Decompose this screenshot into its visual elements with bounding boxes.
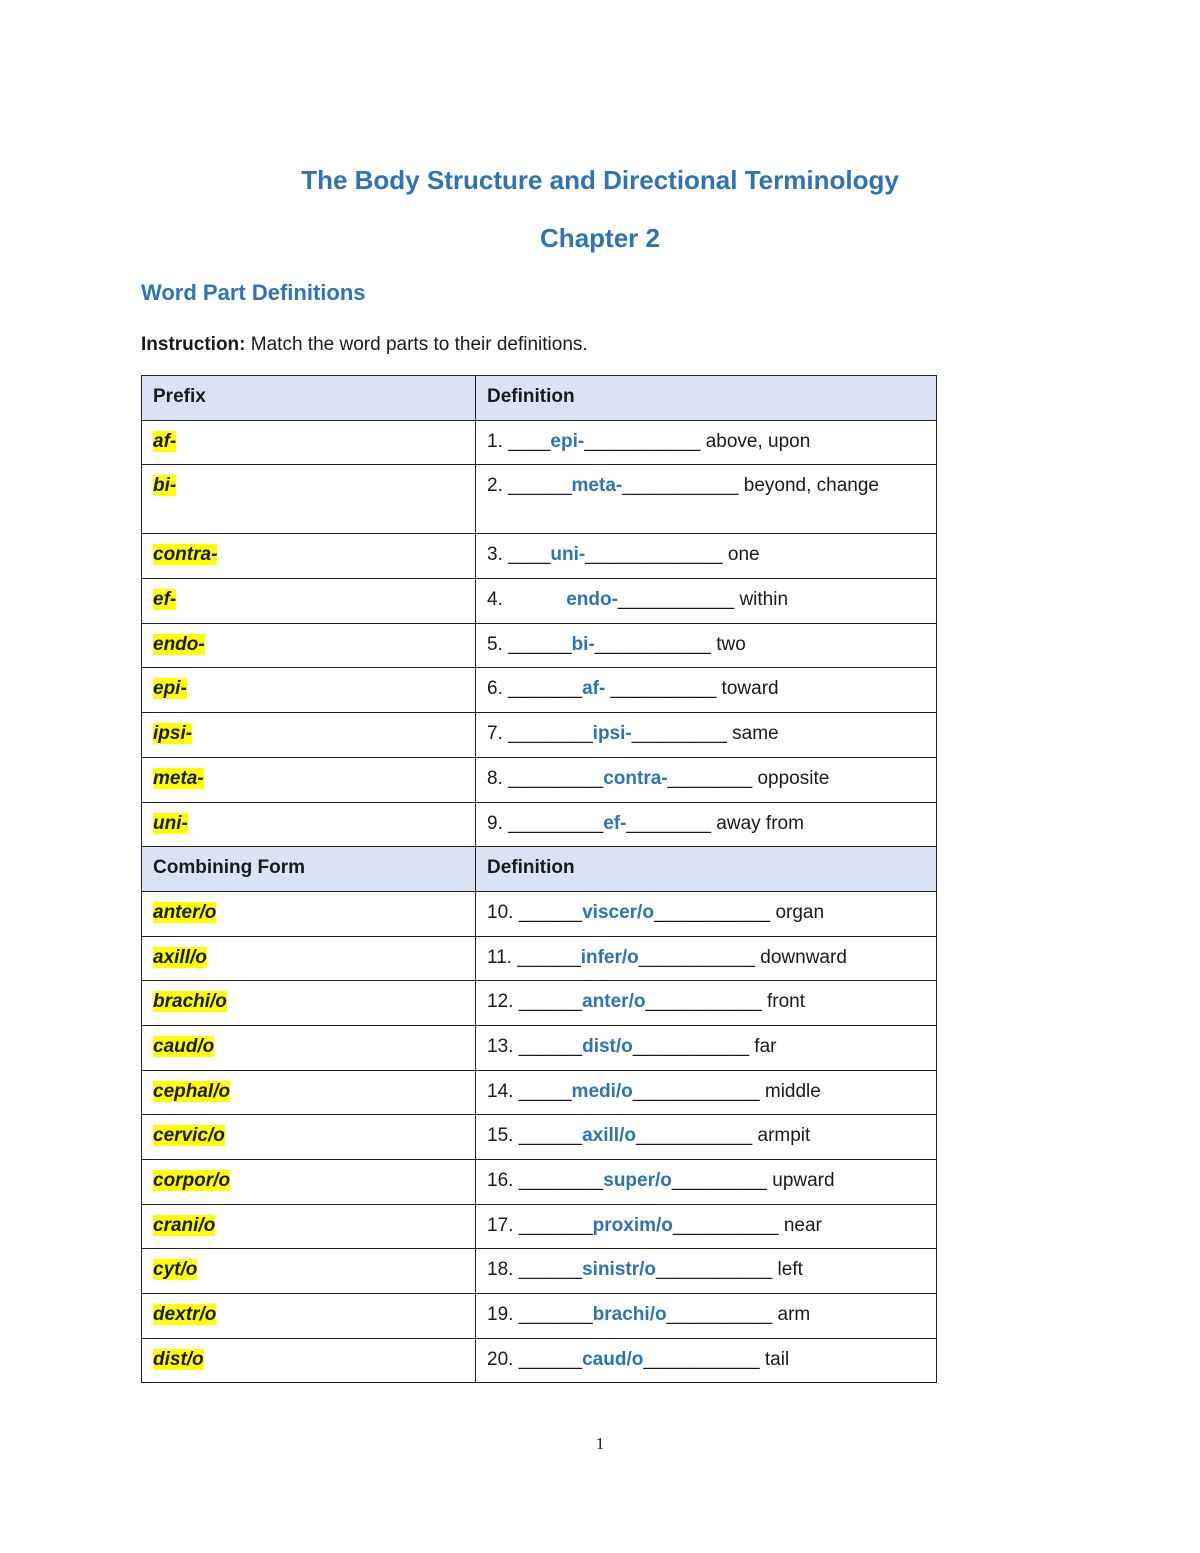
answer-blank-after: __________ [605,678,717,700]
definition-text: same [726,723,779,745]
answer-text: uni- [550,544,586,566]
item-number: 10. [487,901,519,923]
word-part-table-body [142,376,937,1383]
table-row [142,668,937,713]
definition-cell [476,623,937,668]
answer-blank-after: _________ [631,723,727,745]
item-number: 6. [487,678,509,700]
answer-text: axill/o [582,1125,636,1147]
item-number: 3. [487,544,509,566]
item-number: 2. [487,475,509,497]
item-number: 15. [487,1125,519,1147]
word-part-term: corpor/o [153,1170,231,1191]
answer-blank-before: ____ [508,430,551,452]
answer-text: endo- [566,589,618,611]
answer-blank-before: ________ [518,1170,604,1191]
answer-blank-before: ______ [518,1259,583,1281]
definition-text: upward [766,1170,835,1191]
answer-text: af- [582,678,606,700]
item-number: 20. [487,1348,519,1370]
word-part-term: contra- [153,544,218,566]
answer-text: caud/o [582,1348,644,1370]
answer-text: infer/o [580,946,639,968]
definition-cell [476,981,937,1026]
word-part-term: bi- [153,475,177,497]
answer-blank-before: ______ [518,1035,583,1057]
word-part-cell [142,534,476,579]
answer-blank-before: ______ [518,901,583,923]
item-number: 8. [487,767,509,789]
word-part-cell [142,465,476,534]
answer-blank-before: _________ [508,767,604,789]
word-part-cell [142,1070,476,1115]
answer-text: anter/o [582,991,646,1013]
definition-cell [476,420,937,465]
table-row [142,465,937,534]
definition-cell [476,1204,937,1249]
word-part-cell [142,713,476,758]
definition-text: far [749,1035,777,1057]
answer-blank-after: _____________ [585,544,723,566]
definition-text: opposite [752,767,830,789]
answer-text: ef- [603,812,627,834]
answer-blank-before: ________ [508,723,593,745]
answer-blank-after: ___________ [656,1259,773,1281]
definition-cell [476,1338,937,1383]
definition-text: arm [772,1304,811,1326]
word-part-term: epi- [153,678,187,700]
word-part-cell [142,802,476,847]
table-row [142,936,937,981]
prefix-header-row [142,376,937,421]
word-part-cell [142,1115,476,1160]
answer-blank-before: ____ [508,544,551,566]
word-part-term: endo- [153,633,205,655]
answer-blank-before [508,589,566,610]
word-part-term: uni- [153,812,188,834]
definition-cell [476,1160,937,1205]
definition-text: front [761,991,806,1013]
table-row [142,1070,937,1115]
definition-text: left [772,1259,803,1281]
answer-blank-after: _________ [671,1170,767,1191]
definition-text: above, upon [700,430,811,452]
table-row [142,713,937,758]
item-number: 16. [487,1170,519,1191]
answer-blank-before: ______ [508,633,572,655]
item-number: 1. [487,430,509,452]
item-number: 4. [487,589,509,611]
answer-blank-after: ________ [626,812,712,834]
answer-blank-before: ______ [518,991,583,1013]
word-part-table [141,375,937,1383]
definition-column-header: Definition [476,376,937,421]
word-part-cell [142,668,476,713]
table-row [142,579,937,624]
answer-text: proxim/o [592,1214,673,1236]
answer-blank-after: __________ [666,1304,773,1326]
page-number: 1 [595,1434,605,1453]
definition-cell [476,1025,937,1070]
definition-text: middle [759,1080,821,1102]
word-part-term: dist/o [153,1348,204,1370]
definition-text: armpit [752,1125,811,1147]
definition-cell [476,936,937,981]
answer-blank-after: ___________ [645,991,762,1013]
definition-text: beyond, change [738,475,879,497]
definition-cell [476,1249,937,1294]
word-part-term: caud/o [153,1035,215,1057]
table-row [142,1115,937,1160]
answer-text: dist/o [582,1035,633,1057]
word-part-cell [142,623,476,668]
definition-cell [476,713,937,758]
definition-text: downward [755,946,847,968]
answer-blank-after: ___________ [617,589,735,611]
combining-form-header-row [142,847,937,892]
word-part-cell [142,1025,476,1070]
item-number: 5. [487,633,509,655]
word-part-term: af- [153,430,177,452]
answer-text: ipsi- [592,723,632,745]
table-row [142,1025,937,1070]
word-part-term: dextr/o [153,1304,217,1326]
instruction-label: Instruction: [141,334,246,355]
word-part-cell [142,420,476,465]
definition-text: two [711,633,746,655]
instruction-text: Match the word parts to their definitions. [245,334,588,355]
word-part-term: cephal/o [153,1080,231,1102]
definition-text: one [722,544,760,566]
definition-text: near [778,1214,822,1236]
item-number: 19. [487,1304,519,1326]
definition-text: away from [711,812,804,834]
item-number: 12. [487,991,519,1013]
item-number: 11. [487,946,518,968]
word-part-cell [142,1294,476,1339]
item-number: 14. [487,1080,519,1102]
table-row [142,891,937,936]
word-part-cell [142,1338,476,1383]
answer-blank-after: ____________ [632,1080,760,1102]
word-part-term: crani/o [153,1214,216,1236]
answer-blank-before: _______ [518,1214,593,1236]
definition-cell [476,668,937,713]
instruction [141,334,588,356]
table-row [142,534,937,579]
word-part-term: axill/o [153,946,207,968]
answer-text: epi- [550,430,585,452]
word-part-cell [142,757,476,802]
word-part-term: ef- [153,589,177,611]
word-part-cell [142,1249,476,1294]
answer-text: contra- [603,767,668,789]
table-row [142,802,937,847]
answer-text: super/o [603,1170,672,1191]
answer-blank-after: ___________ [643,1348,760,1370]
answer-blank-after: ___________ [622,475,739,497]
combining-form-column-header: Combining Form [142,847,476,892]
section-heading: Word Part Definitions [141,280,366,305]
word-part-cell [142,891,476,936]
answer-blank-after: ___________ [632,1035,750,1057]
item-number: 13. [487,1035,519,1057]
word-part-cell [142,579,476,624]
answer-blank-before: ______ [517,946,581,968]
definition-text: tail [759,1348,790,1370]
definition-cell [476,757,937,802]
word-part-cell [142,1160,476,1205]
answer-blank-after: ___________ [584,430,701,452]
word-part-cell [142,936,476,981]
document-title: The Body Structure and Directional Terminology [301,165,899,195]
definition-column-header: Definition [476,847,937,892]
answer-blank-before: _______ [518,1304,593,1326]
definition-cell [476,1294,937,1339]
prefix-column-header: Prefix [142,376,476,421]
definition-cell [476,1115,937,1160]
answer-blank-after: ________ [667,767,753,789]
answer-blank-after: ___________ [653,901,771,923]
word-part-term: brachi/o [153,991,227,1013]
table-row [142,757,937,802]
table-row [142,1338,937,1383]
word-part-term: anter/o [153,901,217,923]
answer-blank-after: ___________ [594,633,711,655]
answer-blank-before: ______ [508,475,572,497]
table-row [142,420,937,465]
item-number: 17. [487,1214,519,1236]
definition-cell [476,534,937,579]
item-number: 9. [487,812,509,834]
table-row [142,981,937,1026]
answer-blank-before: _________ [508,812,604,834]
definition-cell [476,579,937,624]
definition-text: within [734,589,789,611]
word-part-cell [142,981,476,1026]
answer-text: meta- [571,475,623,497]
table-row [142,623,937,668]
answer-text: bi- [571,633,595,655]
definition-text: organ [770,901,825,923]
item-number: 18. [487,1259,519,1281]
chapter-heading: Chapter 2 [540,223,660,253]
definition-cell [476,465,937,534]
table-row [142,1160,937,1205]
answer-blank-before: _____ [518,1080,572,1102]
table-row [142,1249,937,1294]
word-part-term: ipsi- [153,723,193,745]
answer-blank-after: ___________ [635,1125,753,1147]
answer-text: sinistr/o [582,1259,657,1281]
answer-blank-after: __________ [672,1214,779,1236]
answer-text: viscer/o [582,901,654,923]
definition-cell [476,1070,937,1115]
answer-blank-before: ______ [518,1125,583,1147]
definition-cell [476,891,937,936]
item-number: 7. [487,723,509,745]
word-part-cell [142,1204,476,1249]
word-part-term: meta- [153,767,204,789]
definition-text: toward [716,678,779,700]
answer-blank-before: _______ [508,678,583,700]
answer-text: medi/o [571,1080,633,1102]
answer-blank-before: ______ [518,1348,583,1370]
word-part-term: cyt/o [153,1259,198,1281]
definition-cell [476,802,937,847]
table-row [142,1204,937,1249]
answer-text: brachi/o [592,1304,667,1326]
table-row [142,1294,937,1339]
answer-blank-after: ___________ [638,946,755,968]
word-part-term: cervic/o [153,1125,225,1147]
